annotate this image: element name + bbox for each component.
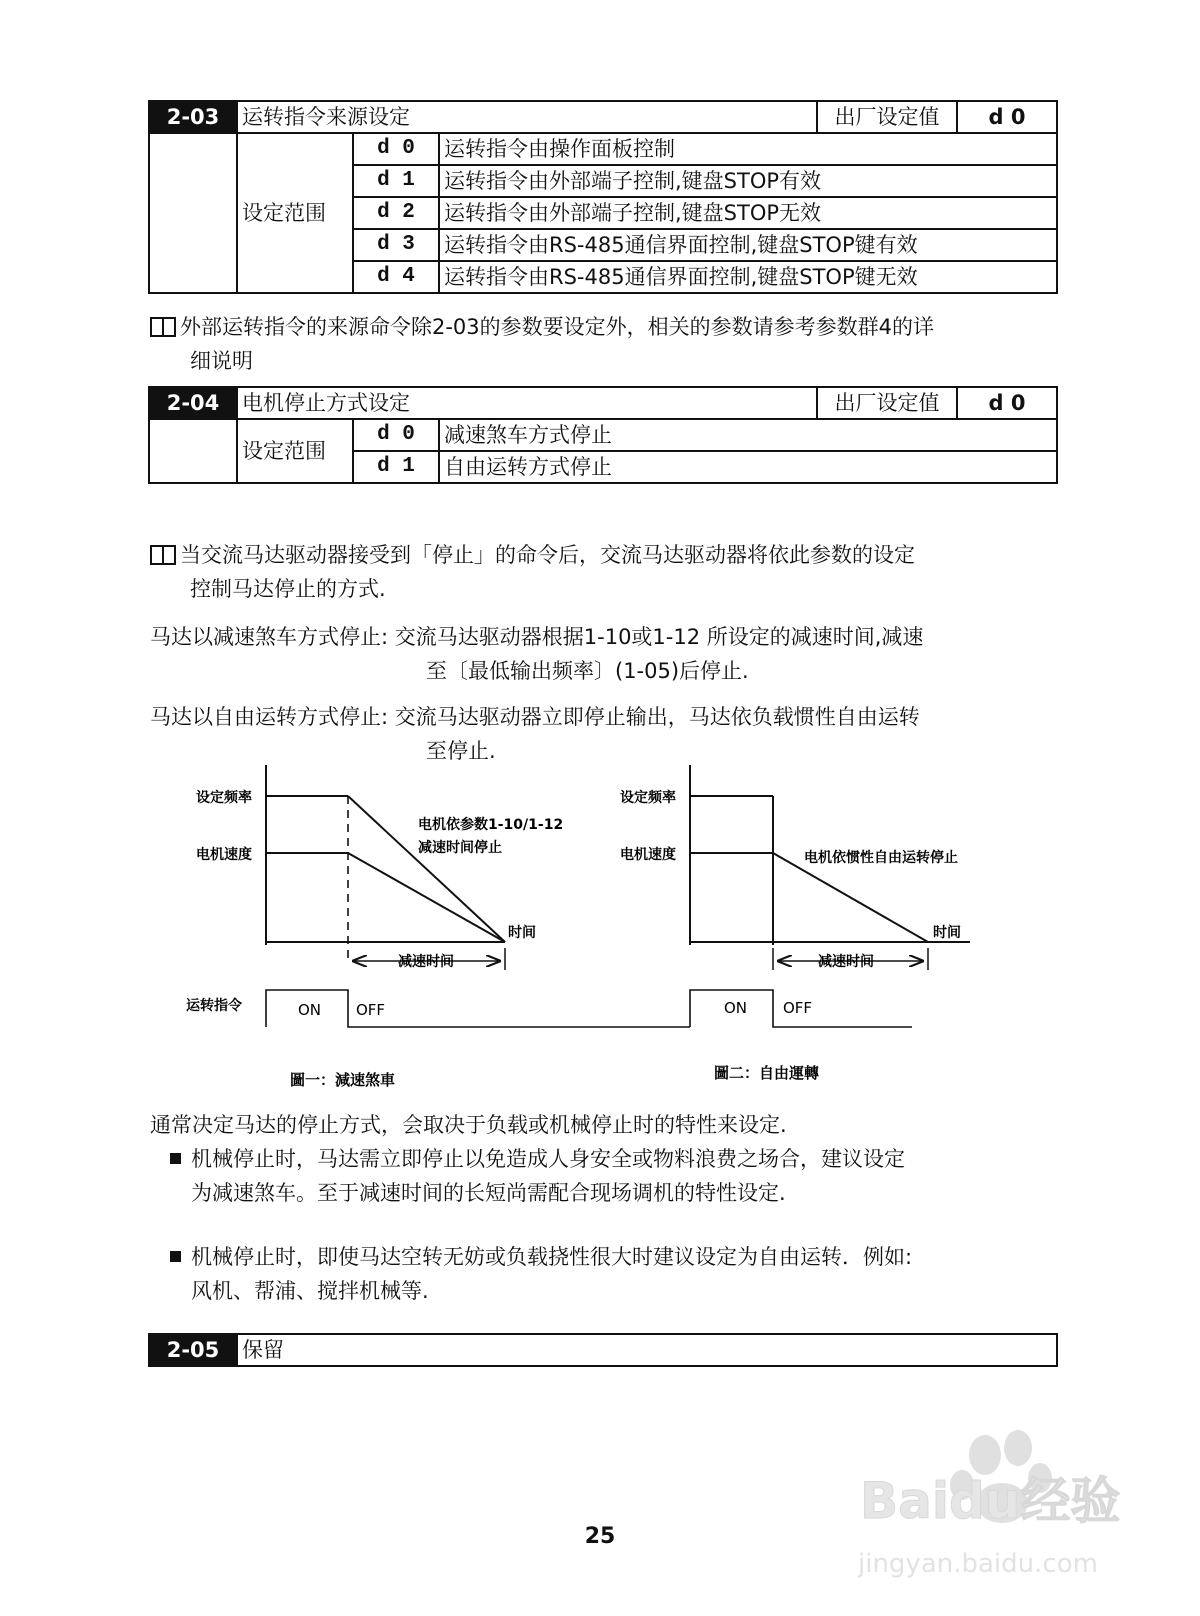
desc-text: 至停止.	[426, 739, 496, 763]
motor-speed-decel-line	[348, 853, 505, 942]
factory-default-value: d 0	[957, 387, 1057, 419]
option-code: d 0	[353, 419, 439, 451]
desc-text: 交流马达驱动器根据1-10或1-12 所设定的减速时间,减速	[394, 625, 924, 649]
option-code: d 0	[353, 133, 439, 165]
option-code: d 3	[353, 229, 439, 261]
option-desc: 运转指令由外部端子控制,键盘STOP无效	[439, 197, 1057, 229]
label-off: OFF	[783, 999, 813, 1017]
figure-1-decel-stop	[186, 765, 690, 1089]
summary-bullet	[170, 1240, 1060, 1308]
param-code: 2-04	[149, 387, 237, 419]
option-code: d 4	[353, 261, 439, 293]
label-time: 时间	[933, 925, 961, 941]
label-decel-time: 减速时间	[818, 954, 874, 970]
summary-bullet	[170, 1142, 1060, 1210]
watermark-url: jingyan.baidu.com	[858, 1549, 1098, 1579]
factory-default-label: 出厂设定值	[817, 387, 957, 419]
note-text: 当交流马达驱动器接受到「停止」的命令后，交流马达驱动器将依此参数的设定	[180, 543, 915, 567]
desc-text: 交流马达驱动器立即停止输出，马达依负载惯性自由运转	[394, 705, 920, 729]
motor-coast-line	[773, 853, 928, 942]
factory-default-label: 出厂设定值	[817, 101, 957, 133]
param-name: 保留	[237, 1334, 1057, 1366]
page-number: 25	[584, 1524, 616, 1549]
note-text: 细说明	[190, 349, 253, 373]
option-desc: 运转指令由RS-485通信界面控制,键盘STOP键无效	[439, 261, 1057, 293]
param-code: 2-03	[149, 101, 237, 133]
factory-default-value: d 0	[957, 101, 1057, 133]
label-set-freq: 设定频率	[196, 790, 252, 806]
watermark-brand: Baidu经验	[860, 1472, 1121, 1530]
option-desc: 运转指令由外部端子控制,键盘STOP有效	[439, 165, 1057, 197]
param-name: 电机停止方式设定	[237, 387, 817, 419]
label-time: 时间	[508, 925, 536, 941]
bullet-text: 风机、帮浦、搅拌机械等.	[191, 1279, 429, 1303]
annotation: 电机依惯性自由运转停止	[804, 850, 958, 866]
label-set-freq: 设定频率	[620, 790, 676, 806]
desc-text: 至〔最低输出频率〕(1-05)后停止.	[426, 659, 749, 683]
option-code: d 1	[353, 451, 439, 483]
desc-label: 马达以减速煞车方式停止:	[150, 625, 389, 649]
baidu-watermark	[857, 1430, 1120, 1579]
option-code: d 1	[353, 165, 439, 197]
label-decel-time: 减速时间	[398, 954, 454, 970]
desc-label: 马达以自由运转方式停止:	[150, 705, 389, 729]
figure-2-coast-stop	[620, 765, 970, 1082]
param-table-2-05	[148, 1333, 1058, 1367]
label-motor-speed: 电机速度	[620, 847, 676, 863]
label-motor-speed: 电机速度	[196, 847, 252, 863]
option-desc: 运转指令由操作面板控制	[439, 133, 1057, 165]
bullet-icon	[170, 1153, 181, 1164]
caption: 圖二：自由運轉	[714, 1064, 820, 1082]
bullet-text: 机械停止时，马达需立即停止以免造成人身安全或物料浪费之场合，建议设定	[191, 1147, 905, 1171]
label-on: ON	[724, 999, 748, 1017]
option-code: d 2	[353, 197, 439, 229]
run-command-pulse	[266, 990, 690, 1027]
bullet-text: 为减速煞车。至于减速时间的长短尚需配合现场调机的特性设定.	[191, 1181, 786, 1205]
note-text: 控制马达停止的方式.	[190, 577, 386, 601]
range-label: 设定范围	[237, 133, 353, 293]
label-run-cmd: 运转指令	[186, 998, 242, 1014]
param-code: 2-05	[149, 1334, 237, 1366]
bullet-icon	[170, 1251, 181, 1262]
label-off: OFF	[356, 1001, 386, 1019]
label-on: ON	[298, 1001, 322, 1019]
caption: 圖一：減速煞車	[290, 1071, 396, 1089]
bullet-text: 机械停止时，即使马达空转无妨或负载挠性很大时建议设定为自由运转．例如:	[191, 1245, 913, 1269]
note-text: 外部运转指令的来源命令除2-03的参数要设定外，相关的参数请参考参数群4的详	[180, 315, 935, 339]
option-desc: 运转指令由RS-485通信界面控制,键盘STOP键有效	[439, 229, 1057, 261]
annotation: 电机依参数1-10/1-12	[418, 817, 564, 833]
option-desc: 自由运转方式停止	[439, 451, 1057, 483]
option-desc: 减速煞车方式停止	[439, 419, 1057, 451]
range-label: 设定范围	[237, 419, 353, 483]
annotation: 减速时间停止	[418, 840, 502, 856]
summary-intro: 通常决定马达的停止方式，会取决于负载或机械停止时的特性来设定.	[150, 1113, 787, 1137]
param-name: 运转指令来源设定	[237, 101, 817, 133]
